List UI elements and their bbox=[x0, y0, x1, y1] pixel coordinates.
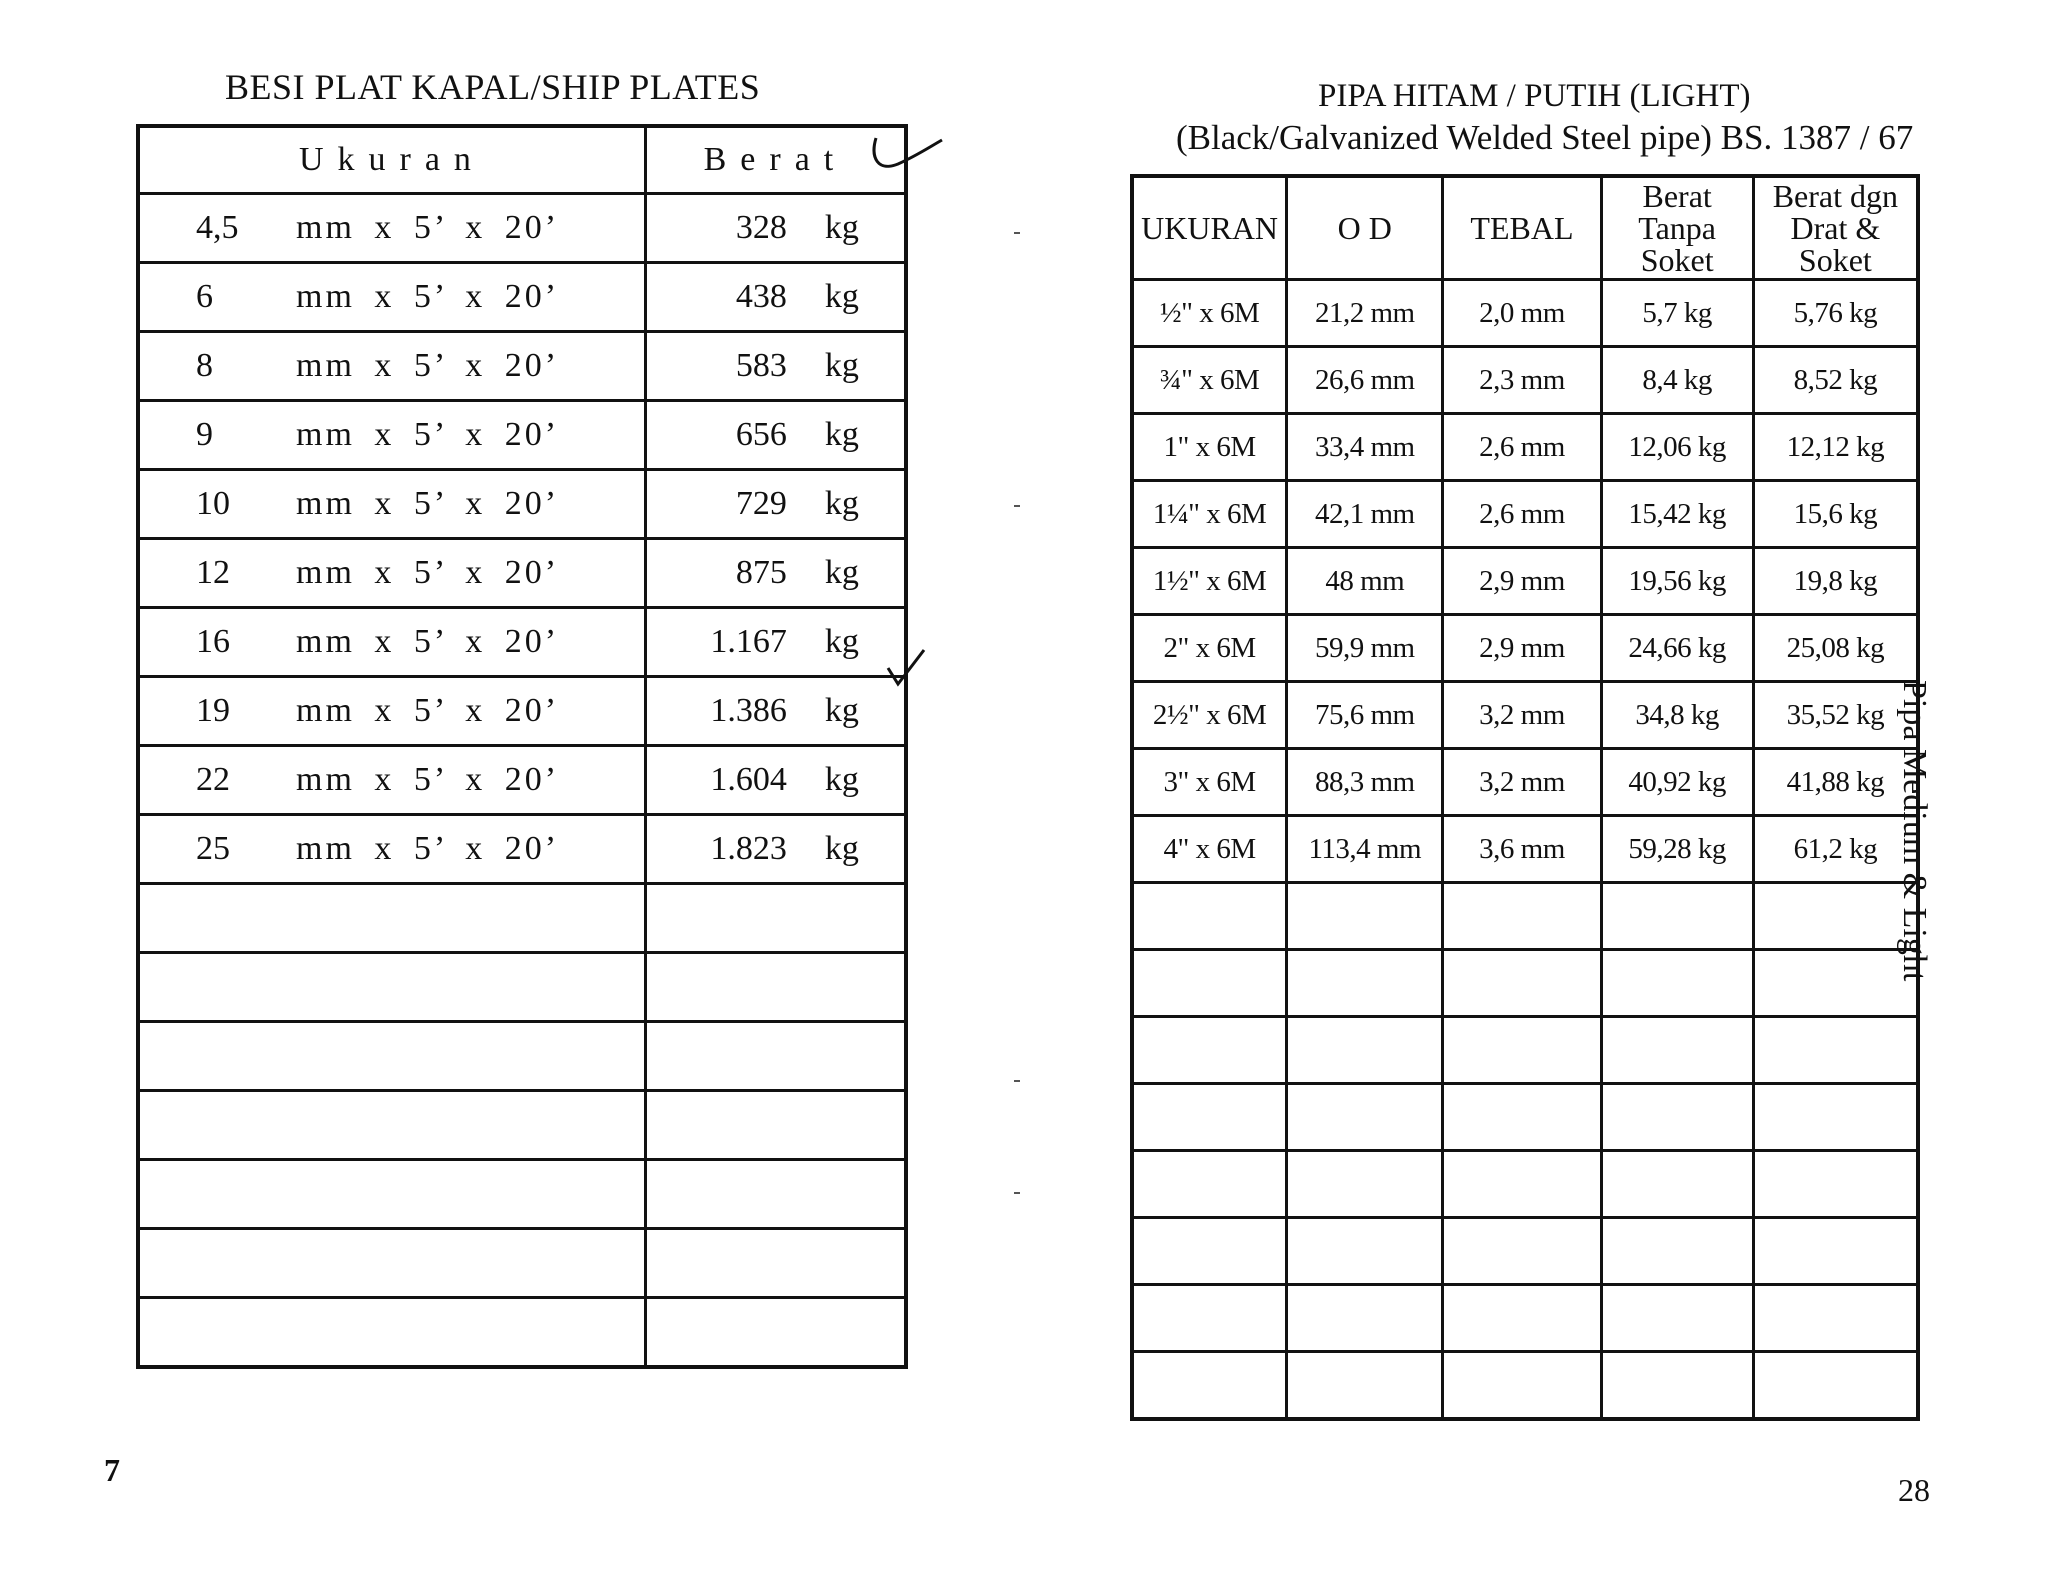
pipe-od: 26,6 mm bbox=[1287, 347, 1443, 414]
header-weight: Berat bbox=[645, 126, 906, 194]
weight-with-socket: 19,8 kg bbox=[1753, 548, 1918, 615]
plate-thickness: 10 bbox=[196, 485, 230, 522]
spine-mark bbox=[1014, 1080, 1020, 1082]
plate-thickness: 12 bbox=[196, 554, 230, 591]
empty-cell bbox=[1287, 1352, 1443, 1420]
pipe-od: 21,2 mm bbox=[1287, 280, 1443, 347]
table-row bbox=[138, 332, 906, 401]
handwritten-check-mark-row bbox=[884, 646, 928, 690]
pipe-size: 4" x 6M bbox=[1132, 816, 1287, 883]
empty-cell bbox=[138, 884, 645, 953]
empty-cell bbox=[645, 953, 906, 1022]
side-label: Pipa Medium & Light bbox=[1896, 680, 1933, 982]
empty-row bbox=[1132, 1218, 1918, 1285]
weight-unit: kg bbox=[824, 692, 859, 729]
table-row bbox=[1132, 347, 1918, 414]
header-line: Drat & bbox=[1790, 210, 1881, 246]
empty-cell bbox=[1601, 1151, 1753, 1218]
weight-with-socket: 35,52 kg bbox=[1753, 682, 1918, 749]
table-row bbox=[138, 608, 906, 677]
empty-row bbox=[138, 1160, 906, 1229]
plate-weight: 656 bbox=[735, 416, 787, 453]
ship-plates-body bbox=[138, 194, 906, 1368]
pipe-table-body bbox=[1132, 280, 1918, 1420]
size-cell bbox=[138, 332, 645, 401]
table-row bbox=[1132, 280, 1918, 347]
pipe-subtitle: (Black/Galvanized Welded Steel pipe) BS. 1387 / 67 bbox=[1176, 118, 1914, 157]
plate-weight: 438 bbox=[735, 278, 787, 315]
header-thickness: TEBAL bbox=[1443, 176, 1601, 280]
plate-dimensions: mm x 5’ x 20’ bbox=[296, 278, 560, 315]
table-row bbox=[1132, 481, 1918, 548]
empty-cell bbox=[1287, 950, 1443, 1017]
empty-cell bbox=[1132, 1084, 1287, 1151]
empty-cell bbox=[1601, 1017, 1753, 1084]
pipe-size: 3" x 6M bbox=[1132, 749, 1287, 816]
size-cell bbox=[138, 401, 645, 470]
size-cell bbox=[138, 539, 645, 608]
pipe-size: ½" x 6M bbox=[1132, 280, 1287, 347]
weight-unit: kg bbox=[824, 416, 859, 453]
weight-unit: kg bbox=[824, 485, 859, 522]
weight-with-socket: 25,08 kg bbox=[1753, 615, 1918, 682]
pipe-od: 33,4 mm bbox=[1287, 414, 1443, 481]
ship-plates-title: BESI PLAT KAPAL/SHIP PLATES bbox=[225, 67, 761, 107]
table-row bbox=[138, 746, 906, 815]
weight-no-socket: 12,06 kg bbox=[1601, 414, 1753, 481]
empty-cell bbox=[1443, 1352, 1601, 1420]
header-line: Soket bbox=[1640, 242, 1714, 278]
weight-unit: kg bbox=[824, 278, 859, 315]
header-size: UKURAN bbox=[1132, 176, 1287, 280]
pipe-thickness: 3,2 mm bbox=[1443, 749, 1601, 816]
pipe-od: 42,1 mm bbox=[1287, 481, 1443, 548]
plate-weight: 1.604 bbox=[710, 761, 787, 798]
empty-cell bbox=[645, 1229, 906, 1298]
empty-cell bbox=[645, 1298, 906, 1368]
pipe-od: 88,3 mm bbox=[1287, 749, 1443, 816]
empty-cell bbox=[1753, 1151, 1918, 1218]
pipe-title: PIPA HITAM / PUTIH (LIGHT) bbox=[1318, 78, 1751, 114]
empty-cell bbox=[138, 1160, 645, 1229]
plate-dimensions: mm x 5’ x 20’ bbox=[296, 830, 560, 867]
weight-cell bbox=[645, 194, 906, 263]
size-cell bbox=[138, 263, 645, 332]
empty-cell bbox=[1753, 1285, 1918, 1352]
empty-cell bbox=[138, 953, 645, 1022]
pipe-thickness: 2,0 mm bbox=[1443, 280, 1601, 347]
size-cell bbox=[138, 677, 645, 746]
empty-cell bbox=[645, 1022, 906, 1091]
ship-plates-table bbox=[136, 124, 908, 1369]
empty-cell bbox=[138, 1229, 645, 1298]
header-line: Soket bbox=[1798, 242, 1872, 278]
weight-with-socket: 12,12 kg bbox=[1753, 414, 1918, 481]
weight-unit: kg bbox=[824, 623, 859, 660]
empty-cell bbox=[1132, 1352, 1287, 1420]
pipe-thickness: 2,6 mm bbox=[1443, 481, 1601, 548]
empty-row bbox=[1132, 1151, 1918, 1218]
empty-cell bbox=[1132, 1151, 1287, 1218]
table-row bbox=[138, 539, 906, 608]
pipe-size: 2½" x 6M bbox=[1132, 682, 1287, 749]
table-row bbox=[1132, 749, 1918, 816]
pipe-thickness: 3,2 mm bbox=[1443, 682, 1601, 749]
plate-dimensions: mm x 5’ x 20’ bbox=[296, 554, 560, 591]
size-cell bbox=[138, 746, 645, 815]
weight-cell bbox=[645, 470, 906, 539]
header-line: Berat bbox=[1642, 178, 1712, 214]
empty-cell bbox=[1601, 883, 1753, 950]
plate-thickness: 19 bbox=[196, 692, 230, 729]
pipe-od: 59,9 mm bbox=[1287, 615, 1443, 682]
empty-cell bbox=[1753, 1084, 1918, 1151]
pipe-size: ¾" x 6M bbox=[1132, 347, 1287, 414]
empty-cell bbox=[645, 1091, 906, 1160]
table-row bbox=[138, 401, 906, 470]
weight-cell bbox=[645, 608, 906, 677]
pipe-thickness: 2,9 mm bbox=[1443, 548, 1601, 615]
empty-cell bbox=[1443, 883, 1601, 950]
empty-cell bbox=[1287, 1218, 1443, 1285]
page-number-left: 7 bbox=[104, 1452, 120, 1488]
empty-row bbox=[138, 1298, 906, 1368]
plate-dimensions: mm x 5’ x 20’ bbox=[296, 347, 560, 384]
empty-cell bbox=[645, 884, 906, 953]
plate-dimensions: mm x 5’ x 20’ bbox=[296, 485, 560, 522]
weight-no-socket: 19,56 kg bbox=[1601, 548, 1753, 615]
empty-cell bbox=[1132, 1218, 1287, 1285]
empty-row bbox=[1132, 1352, 1918, 1420]
empty-cell bbox=[1443, 1084, 1601, 1151]
empty-row bbox=[138, 884, 906, 953]
empty-cell bbox=[138, 1298, 645, 1368]
empty-cell bbox=[1132, 1285, 1287, 1352]
empty-cell bbox=[1753, 1352, 1918, 1420]
plate-thickness: 25 bbox=[196, 830, 230, 867]
weight-unit: kg bbox=[824, 761, 859, 798]
size-cell bbox=[138, 470, 645, 539]
plate-thickness: 6 bbox=[196, 278, 213, 315]
plate-thickness: 9 bbox=[196, 416, 213, 453]
empty-cell bbox=[1601, 1084, 1753, 1151]
plate-weight: 1.386 bbox=[710, 692, 787, 729]
plate-weight: 1.823 bbox=[710, 830, 787, 867]
weight-with-socket: 41,88 kg bbox=[1753, 749, 1918, 816]
plate-dimensions: mm x 5’ x 20’ bbox=[296, 416, 560, 453]
empty-cell bbox=[1601, 1218, 1753, 1285]
pipe-size: 1¼" x 6M bbox=[1132, 481, 1287, 548]
weight-cell bbox=[645, 677, 906, 746]
table-row bbox=[1132, 414, 1918, 481]
table-header-row bbox=[1132, 176, 1918, 280]
pipe-size: 1½" x 6M bbox=[1132, 548, 1287, 615]
table-header-row bbox=[138, 126, 906, 194]
weight-cell bbox=[645, 815, 906, 884]
plate-thickness: 16 bbox=[196, 623, 230, 660]
empty-row bbox=[138, 1022, 906, 1091]
pipe-od: 48 mm bbox=[1287, 548, 1443, 615]
empty-cell bbox=[1753, 950, 1918, 1017]
weight-with-socket: 5,76 kg bbox=[1753, 280, 1918, 347]
table-row bbox=[138, 263, 906, 332]
weight-with-socket: 61,2 kg bbox=[1753, 816, 1918, 883]
weight-no-socket: 8,4 kg bbox=[1601, 347, 1753, 414]
pipe-size: 1" x 6M bbox=[1132, 414, 1287, 481]
spine-mark bbox=[1014, 1192, 1020, 1194]
spine-mark bbox=[1014, 232, 1020, 234]
size-cell bbox=[138, 608, 645, 677]
weight-no-socket: 40,92 kg bbox=[1601, 749, 1753, 816]
plate-weight: 1.167 bbox=[710, 623, 787, 660]
pipe-size: 2" x 6M bbox=[1132, 615, 1287, 682]
weight-unit: kg bbox=[824, 554, 859, 591]
table-row bbox=[138, 815, 906, 884]
plate-thickness: 22 bbox=[196, 761, 230, 798]
table-row bbox=[1132, 615, 1918, 682]
header-size: Ukuran bbox=[138, 126, 645, 194]
empty-row bbox=[138, 1229, 906, 1298]
empty-cell bbox=[1443, 1218, 1601, 1285]
table-row bbox=[138, 194, 906, 263]
empty-row bbox=[1132, 883, 1918, 950]
page-number-right: 28 bbox=[1898, 1472, 1930, 1508]
empty-cell bbox=[1601, 1285, 1753, 1352]
pipe-thickness: 2,3 mm bbox=[1443, 347, 1601, 414]
weight-cell bbox=[645, 539, 906, 608]
pipe-od: 113,4 mm bbox=[1287, 816, 1443, 883]
empty-cell bbox=[1287, 1084, 1443, 1151]
plate-weight: 729 bbox=[735, 485, 787, 522]
weight-unit: kg bbox=[824, 830, 859, 867]
weight-no-socket: 5,7 kg bbox=[1601, 280, 1753, 347]
header-weight-with-socket bbox=[1753, 176, 1918, 280]
size-cell bbox=[138, 815, 645, 884]
weight-no-socket: 34,8 kg bbox=[1601, 682, 1753, 749]
plate-dimensions: mm x 5’ x 20’ bbox=[296, 761, 560, 798]
weight-with-socket: 8,52 kg bbox=[1753, 347, 1918, 414]
weight-unit: kg bbox=[824, 209, 859, 246]
plate-dimensions: mm x 5’ x 20’ bbox=[296, 692, 560, 729]
empty-cell bbox=[1287, 1151, 1443, 1218]
pipe-thickness: 2,9 mm bbox=[1443, 615, 1601, 682]
empty-cell bbox=[138, 1022, 645, 1091]
weight-no-socket: 15,42 kg bbox=[1601, 481, 1753, 548]
empty-cell bbox=[1443, 950, 1601, 1017]
table-row bbox=[138, 677, 906, 746]
header-line: Berat dgn bbox=[1772, 178, 1898, 214]
empty-row bbox=[1132, 1285, 1918, 1352]
spine-mark bbox=[1014, 505, 1020, 507]
empty-cell bbox=[1753, 1017, 1918, 1084]
weight-with-socket: 15,6 kg bbox=[1753, 481, 1918, 548]
pipe-table bbox=[1130, 174, 1920, 1421]
empty-cell bbox=[645, 1160, 906, 1229]
empty-cell bbox=[138, 1091, 645, 1160]
weight-cell bbox=[645, 263, 906, 332]
empty-cell bbox=[1443, 1017, 1601, 1084]
pipe-thickness: 2,6 mm bbox=[1443, 414, 1601, 481]
pipe-od: 75,6 mm bbox=[1287, 682, 1443, 749]
empty-cell bbox=[1753, 1218, 1918, 1285]
table-row bbox=[1132, 816, 1918, 883]
plate-weight: 328 bbox=[735, 209, 787, 246]
empty-cell bbox=[1443, 1151, 1601, 1218]
empty-cell bbox=[1287, 1017, 1443, 1084]
empty-cell bbox=[1443, 1285, 1601, 1352]
weight-cell bbox=[645, 332, 906, 401]
empty-cell bbox=[1287, 1285, 1443, 1352]
plate-thickness: 8 bbox=[196, 347, 213, 384]
plate-weight: 875 bbox=[735, 554, 787, 591]
table-row bbox=[138, 470, 906, 539]
empty-cell bbox=[1132, 1017, 1287, 1084]
size-cell bbox=[138, 194, 645, 263]
empty-cell bbox=[1753, 883, 1918, 950]
weight-no-socket: 24,66 kg bbox=[1601, 615, 1753, 682]
header-weight-no-socket bbox=[1601, 176, 1753, 280]
right-page bbox=[1010, 0, 2048, 1590]
empty-cell bbox=[1132, 883, 1287, 950]
empty-row bbox=[1132, 950, 1918, 1017]
weight-cell bbox=[645, 746, 906, 815]
left-page bbox=[0, 0, 1010, 1590]
empty-cell bbox=[1287, 883, 1443, 950]
table-row bbox=[1132, 682, 1918, 749]
empty-row bbox=[1132, 1017, 1918, 1084]
table-row bbox=[1132, 548, 1918, 615]
plate-thickness: 4,5 bbox=[196, 209, 239, 246]
plate-weight: 583 bbox=[735, 347, 787, 384]
handwritten-check-mark-header bbox=[868, 128, 944, 178]
empty-cell bbox=[1132, 950, 1287, 1017]
plate-dimensions: mm x 5’ x 20’ bbox=[296, 209, 560, 246]
empty-row bbox=[138, 953, 906, 1022]
empty-row bbox=[1132, 1084, 1918, 1151]
plate-dimensions: mm x 5’ x 20’ bbox=[296, 623, 560, 660]
header-od: O D bbox=[1287, 176, 1443, 280]
empty-cell bbox=[1601, 950, 1753, 1017]
empty-row bbox=[138, 1091, 906, 1160]
weight-unit: kg bbox=[824, 347, 859, 384]
header-line: Tanpa bbox=[1638, 210, 1716, 246]
weight-cell bbox=[645, 401, 906, 470]
weight-no-socket: 59,28 kg bbox=[1601, 816, 1753, 883]
empty-cell bbox=[1601, 1352, 1753, 1420]
pipe-thickness: 3,6 mm bbox=[1443, 816, 1601, 883]
